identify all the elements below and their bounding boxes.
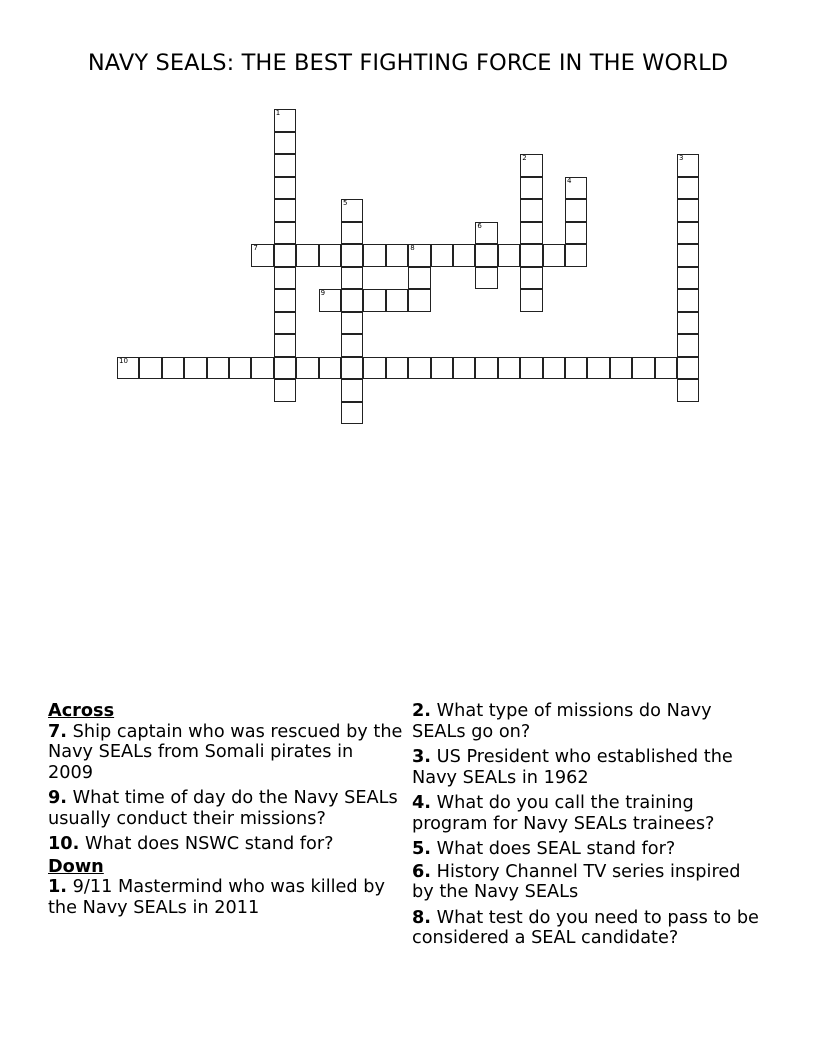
- crossword-cell[interactable]: [677, 379, 699, 402]
- crossword-cell[interactable]: [274, 132, 296, 155]
- crossword-cell[interactable]: [341, 244, 363, 267]
- clue-text: Ship captain who was rescued by the Navy SEALs from Somali pirates in 2009: [48, 721, 403, 783]
- clue-text: What does NSWC stand for?: [84, 834, 334, 854]
- crossword-cell[interactable]: [296, 357, 318, 380]
- clue-down-3: [412, 747, 762, 788]
- clue-down-8: [412, 908, 762, 949]
- crossword-cell[interactable]: [363, 357, 385, 380]
- clue-number: 8.: [412, 907, 432, 928]
- crossword-cell[interactable]: [520, 357, 542, 380]
- cell-number: 9: [320, 289, 326, 297]
- crossword-cell[interactable]: [363, 244, 385, 267]
- crossword-cell[interactable]: [677, 289, 699, 312]
- clue-text: US President who established the Navy SEALs in 1962: [412, 747, 733, 788]
- crossword-cell[interactable]: [207, 357, 229, 380]
- crossword-cell[interactable]: [475, 244, 497, 267]
- cell-number: 6: [477, 221, 482, 230]
- crossword-cell[interactable]: [341, 267, 363, 290]
- cell-number: 3: [679, 154, 684, 162]
- cell-number: 8: [410, 244, 415, 252]
- crossword-cell[interactable]: [274, 357, 296, 380]
- clue-down-6: [412, 862, 762, 903]
- crossword-cell[interactable]: [498, 357, 520, 380]
- clue-text: What do you call the training program for Navy SEALs trainees?: [412, 793, 715, 834]
- crossword-cell[interactable]: [565, 177, 587, 200]
- crossword-cell[interactable]: [677, 154, 699, 177]
- crossword-cell[interactable]: [251, 357, 273, 380]
- clue-text: What type of missions do Navy SEALs go on?: [412, 701, 712, 742]
- crossword-cell[interactable]: [341, 357, 363, 380]
- crossword-cell[interactable]: [632, 357, 654, 380]
- crossword-cell[interactable]: [229, 357, 251, 380]
- clue-across-10: [48, 834, 403, 855]
- crossword-cell[interactable]: [274, 379, 296, 402]
- clue-number: 5.: [412, 839, 432, 859]
- crossword-cell[interactable]: [319, 357, 341, 380]
- page-title: NAVY SEALS: THE BEST FIGHTING FORCE IN THE WORLD: [87, 50, 729, 76]
- crossword-cell[interactable]: [520, 154, 542, 177]
- down-heading: Down: [48, 856, 104, 877]
- clue-number: 1.: [48, 877, 68, 897]
- crossword-cell[interactable]: [386, 244, 408, 267]
- clue-text: 9/11 Mastermind who was killed by the Navy SEALs in 2011: [48, 877, 385, 918]
- crossword-cell[interactable]: [498, 244, 520, 267]
- crossword-cell[interactable]: [251, 244, 273, 267]
- crossword-cell[interactable]: [475, 222, 497, 245]
- crossword-cell[interactable]: [520, 289, 542, 312]
- crossword-cell[interactable]: [408, 244, 430, 267]
- clue-across-9: [48, 788, 403, 829]
- clue-number: 4.: [412, 793, 432, 813]
- crossword-cell[interactable]: [341, 334, 363, 357]
- clue-text: What does SEAL stand for?: [436, 839, 676, 859]
- clues-right-column: [412, 701, 762, 954]
- crossword-cell[interactable]: [341, 312, 363, 335]
- crossword-cell[interactable]: [162, 357, 184, 380]
- clues-left-column: [48, 701, 403, 923]
- crossword-cell[interactable]: [453, 244, 475, 267]
- crossword-cell[interactable]: [274, 244, 296, 267]
- crossword-cell[interactable]: [341, 199, 363, 222]
- clue-down-1: [48, 877, 403, 918]
- crossword-cell[interactable]: [565, 199, 587, 222]
- crossword-cell[interactable]: [677, 177, 699, 200]
- crossword-cell[interactable]: [677, 244, 699, 267]
- crossword-cell[interactable]: [408, 357, 430, 380]
- crossword-cell[interactable]: [184, 357, 206, 380]
- crossword-cell[interactable]: [274, 222, 296, 245]
- crossword-cell[interactable]: [520, 267, 542, 290]
- clue-number: 7.: [48, 721, 68, 742]
- crossword-cell[interactable]: [386, 289, 408, 312]
- crossword-cell[interactable]: [139, 357, 161, 380]
- crossword-cell[interactable]: [408, 267, 430, 290]
- cell-number: 2: [522, 154, 527, 162]
- crossword-cell[interactable]: [475, 357, 497, 380]
- crossword-cell[interactable]: [319, 244, 341, 267]
- crossword-cell[interactable]: [341, 222, 363, 245]
- cell-number: 1: [275, 109, 281, 117]
- crossword-cell[interactable]: [475, 267, 497, 290]
- cell-number: 4: [567, 176, 572, 185]
- crossword-cell[interactable]: [520, 177, 542, 200]
- clue-text: What test do you need to pass to be considered a SEAL candidate?: [412, 907, 759, 948]
- crossword-cell[interactable]: [117, 357, 139, 380]
- across-heading: Across: [48, 701, 115, 721]
- crossword-cell[interactable]: [587, 357, 609, 380]
- crossword-cell[interactable]: [341, 379, 363, 402]
- cell-number: 10: [119, 356, 128, 365]
- crossword-cell[interactable]: [408, 289, 430, 312]
- crossword-cell[interactable]: [386, 357, 408, 380]
- crossword-cell[interactable]: [565, 244, 587, 267]
- clue-number: 9.: [48, 788, 68, 808]
- crossword-cell[interactable]: [565, 357, 587, 380]
- crossword-cell[interactable]: [543, 357, 565, 380]
- clue-down-4: [412, 793, 762, 834]
- crossword-cell[interactable]: [677, 312, 699, 335]
- crossword-cell[interactable]: [274, 109, 296, 132]
- crossword-cell[interactable]: [610, 357, 632, 380]
- clue-text: What time of day do the Navy SEALs usually conduct their missions?: [48, 788, 398, 829]
- crossword-cell[interactable]: [677, 334, 699, 357]
- crossword-cell[interactable]: [274, 267, 296, 290]
- clue-down-5: [412, 839, 762, 860]
- cell-number: 7: [253, 244, 258, 252]
- crossword-cell[interactable]: [565, 222, 587, 245]
- clue-text: History Channel TV series inspired by the Navy SEALs: [412, 861, 741, 902]
- crossword-cell[interactable]: [520, 244, 542, 267]
- crossword-cell[interactable]: [341, 289, 363, 312]
- clue-number: 2.: [412, 701, 432, 721]
- crossword-cell[interactable]: [655, 357, 677, 380]
- crossword-cell[interactable]: [341, 402, 363, 425]
- crossword-cell[interactable]: [677, 357, 699, 380]
- crossword-cell[interactable]: [431, 244, 453, 267]
- clue-down-2: [412, 701, 762, 742]
- crossword-cell[interactable]: [274, 334, 296, 357]
- crossword-cell[interactable]: [520, 199, 542, 222]
- crossword-cell[interactable]: [453, 357, 475, 380]
- cell-number: 5: [343, 199, 348, 207]
- crossword-cell[interactable]: [274, 154, 296, 177]
- crossword-cell[interactable]: [677, 199, 699, 222]
- crossword-cell[interactable]: [520, 222, 542, 245]
- crossword-cell[interactable]: [274, 177, 296, 200]
- crossword-cell[interactable]: [296, 244, 318, 267]
- clue-number: 6.: [412, 861, 432, 882]
- crossword-cell[interactable]: [274, 199, 296, 222]
- crossword-cell[interactable]: [274, 312, 296, 335]
- clue-number: 3.: [412, 747, 432, 767]
- crossword-cell[interactable]: [431, 357, 453, 380]
- crossword-cell[interactable]: [677, 267, 699, 290]
- crossword-cell[interactable]: [677, 222, 699, 245]
- crossword-cell[interactable]: [543, 244, 565, 267]
- crossword-cell[interactable]: [363, 289, 385, 312]
- crossword-cell[interactable]: [274, 289, 296, 312]
- clue-across-7: [48, 722, 403, 784]
- clue-number: 10.: [48, 834, 80, 854]
- crossword-cell[interactable]: [319, 289, 341, 312]
